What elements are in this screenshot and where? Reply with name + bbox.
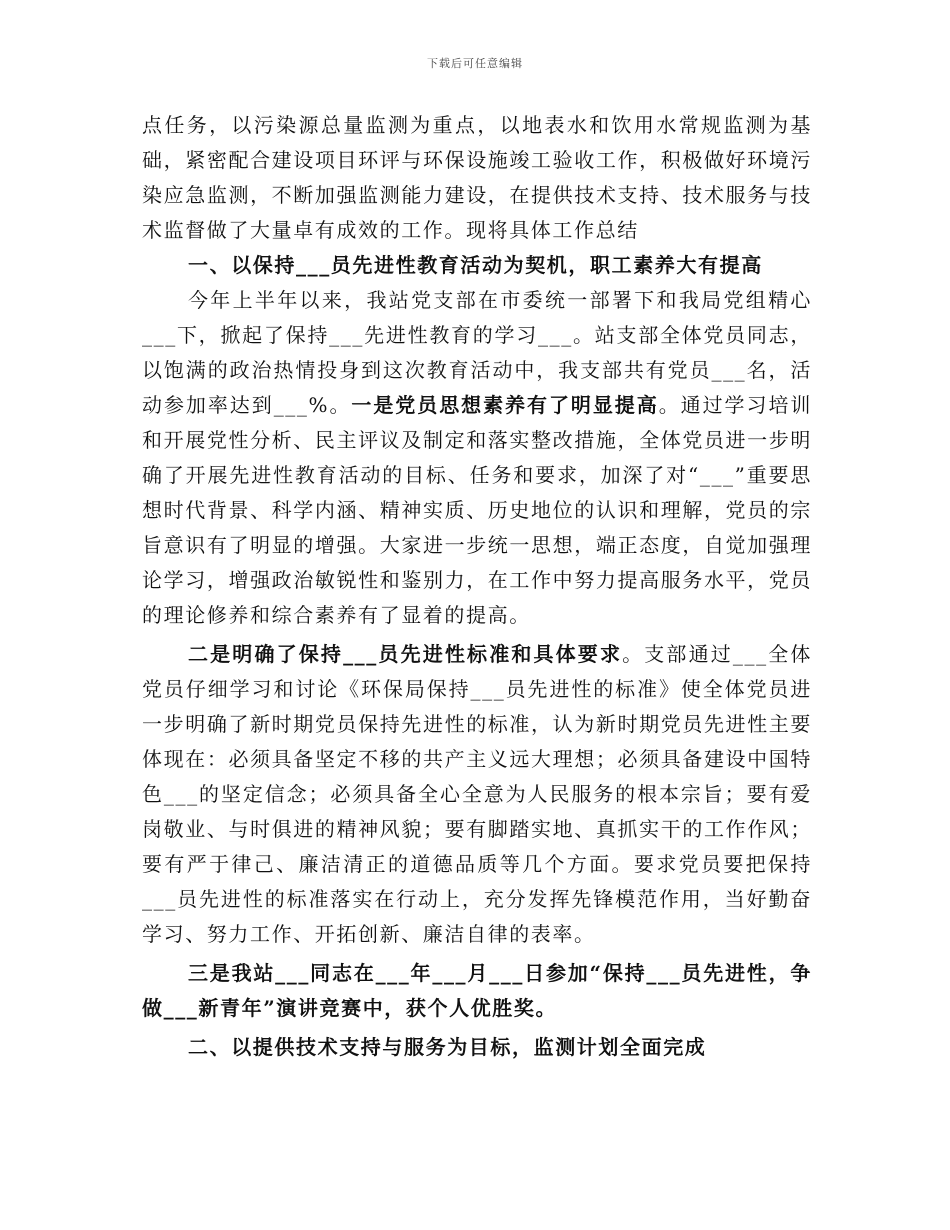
paragraph-text: 今年上半年以来，我站党支部在市委统一部署下和我局党组精心___下，掀起了保持___先进性教育的学习___。站支部全体党员同志，以饱满的政治热情投身到这次教育活动中，我支部共有党员___名，活动参加率达到___%。 [142,288,812,417]
section-heading-2: 二、以提供技术支持与服务为目标，监测计划全面完成 [188,1035,707,1059]
document-body [142,108,812,1065]
header-note: 下载后可任意编辑 [427,57,523,70]
paragraph-text: 。通过学习培训和开展党性分析、民主评议及制定和落实整改措施，全体党员进一步明确了开展先进性教育活动的目标、任务和要求，加深了对“___”重要思想时代背景、科学内涵、精神实质、历史地位的认识和理解，党员的宗旨意识有了明显的增强。大家进一步统一思想，端正态度，自觉加强理论学习，增强政治敏锐性和鉴别力，在工作中努力提高服务水平，党员的理论修养和综合素养有了显着的提高。 [142,393,812,627]
paragraph-award: 三是我站___同志在___年___月___日参加“保持___员先进性，争做___新青年”演讲竞赛中，获个人优胜奖。 [142,961,812,1020]
paragraph-standards [142,637,812,952]
paragraph-bold-lead: 二是明确了保持___员先进性标准和具体要求 [188,642,623,666]
paragraph-education-activity [142,283,812,633]
section-heading-1: 一、以保持___员先进性教育活动为契机，职工素养大有提高 [188,253,763,277]
paragraph-intro-continued: 点任务，以污染源总量监测为重点，以地表水和饮用水常规监测为基础，紧密配合建设项目环评与环保设施竣工验收工作，积极做好环境污染应急监测，不断加强监测能力建设，在提供技术支持、技术服务与技术监督做了大量卓有成效的工作。现将具体工作总结 [142,113,812,242]
paragraph-bold-lead: 一是党员思想素养有了明显提高 [351,393,659,417]
paragraph-text: 。支部通过___全体党员仔细学习和讨论《环保局保持___员先进性的标准》使全体党员进一步明确了新时期党员保持先进性的标准，认为新时期党员先进性主要体现在：必须具备坚定不移的共产主义远大理想；必须具备建设中国特色___的坚定信念；必须具备全心全意为人民服务的根本宗旨；要有爱岗敬业、与时俱进的精神风貌；要有脚踏实地、真抓实干的工作作风；要有严于律己、廉洁清正的道德品质等几个方面。要求党员要把保持___员先进性的标准落实在行动上，充分发挥先锋模范作用，当好勤奋学习、努力工作、开拓创新、廉洁自律的表率。 [142,642,812,946]
